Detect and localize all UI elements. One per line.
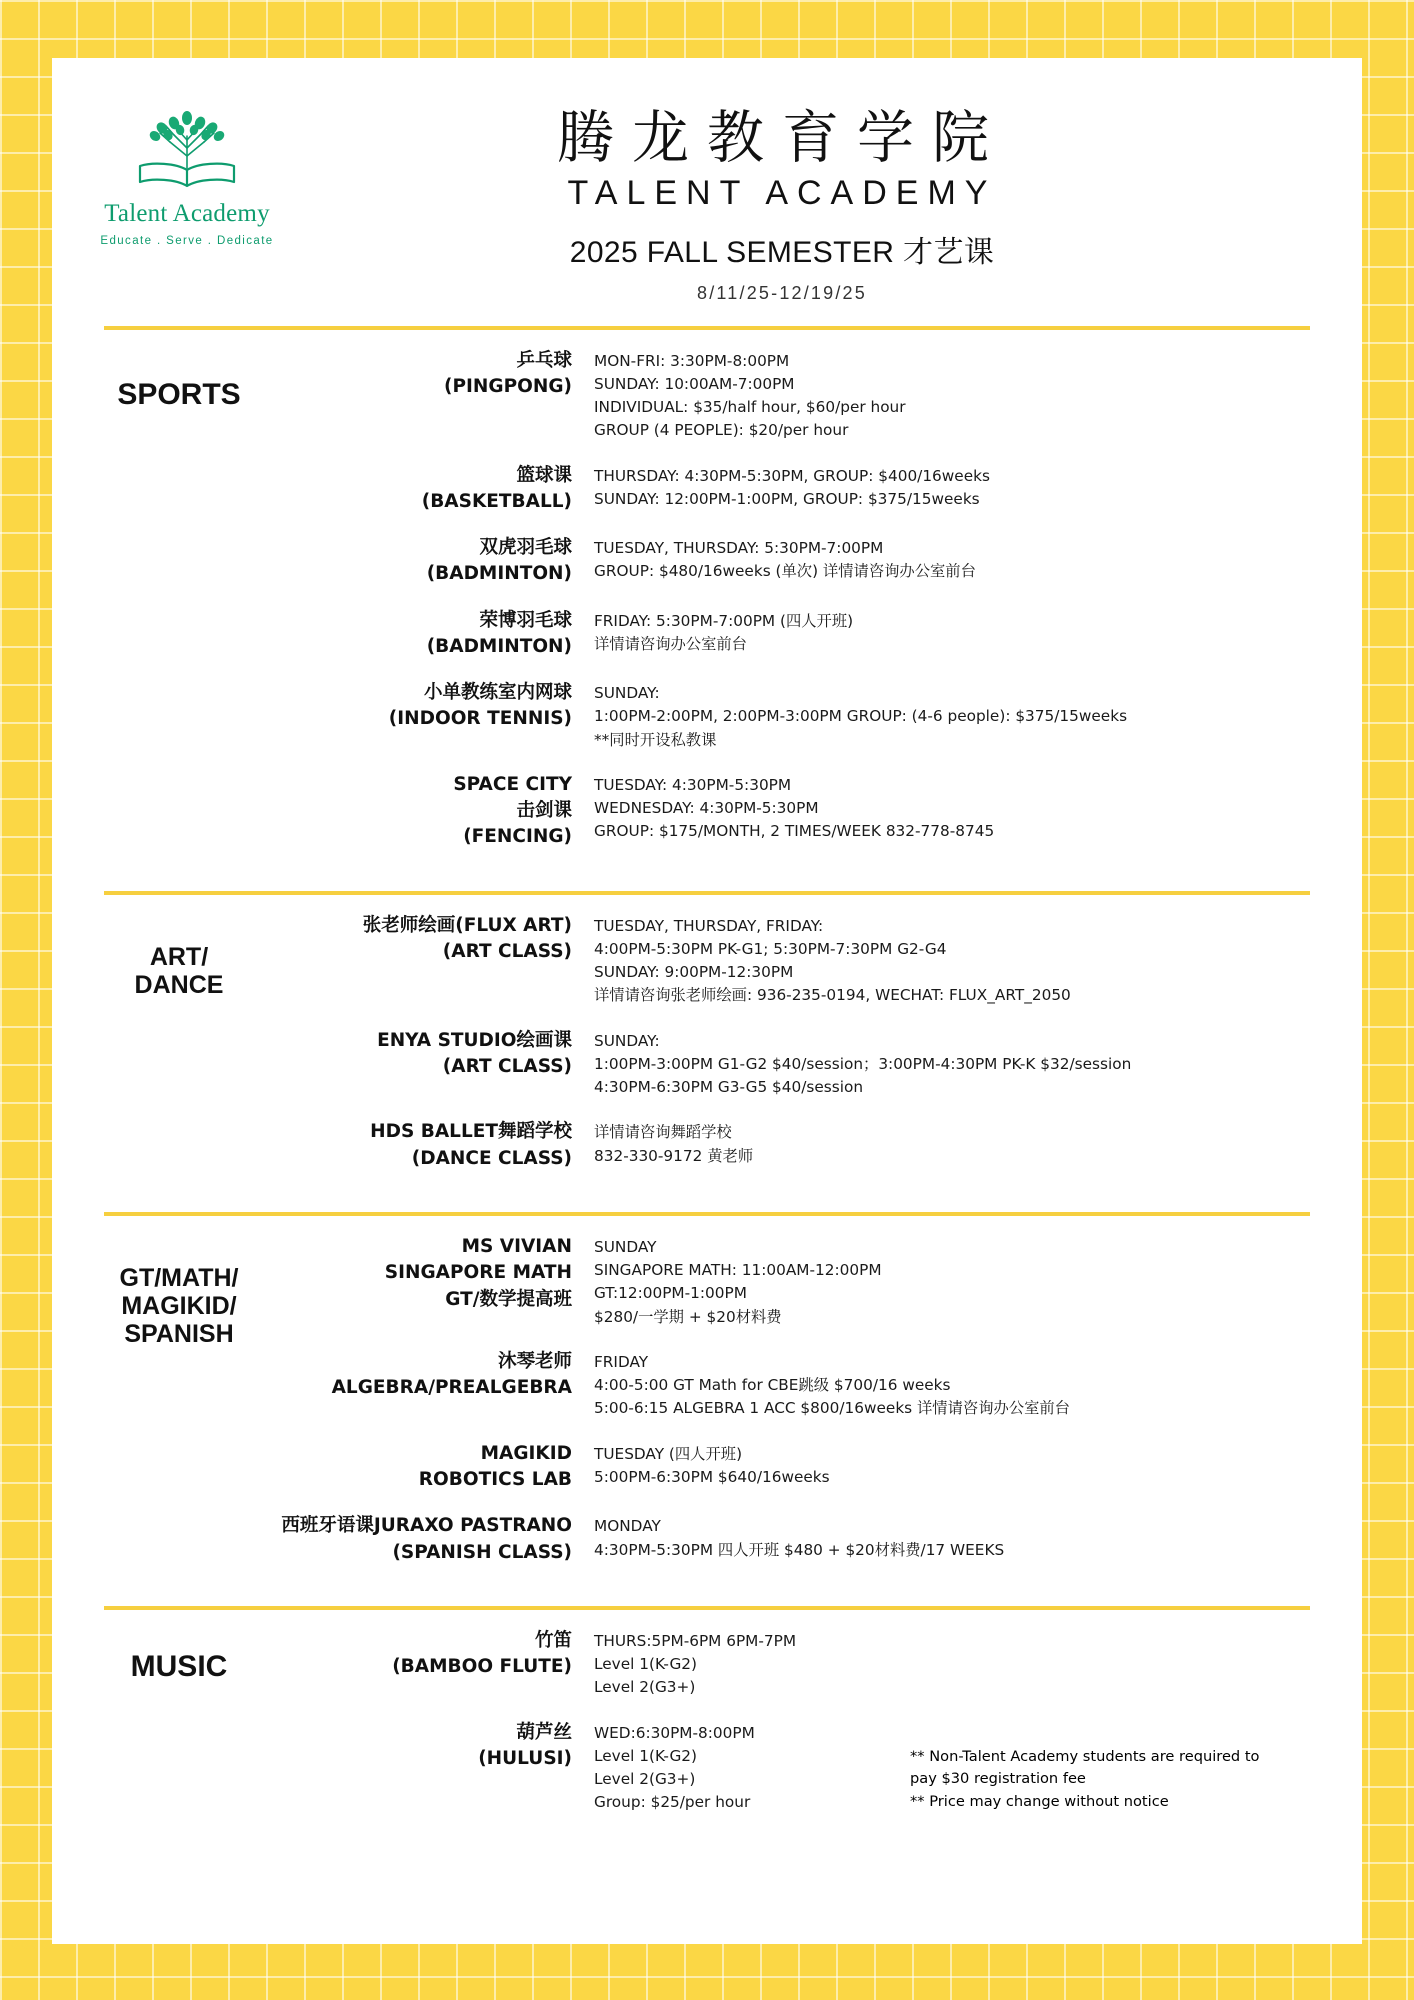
course-name-line: (BADMINTON) [426, 635, 572, 657]
course-detail-line: Level 1(K-G2) [594, 1655, 697, 1674]
course-name-line: ROBOTICS LAB [418, 1468, 572, 1490]
course-name [254, 1028, 594, 1081]
course-detail-line: TUESDAY, THURSDAY: 5:30PM-7:00PM [594, 539, 884, 558]
course-name [254, 1513, 594, 1566]
course-detail-line: 5:00-6:15 ALGEBRA 1 ACC $800/16weeks 详情请咨询办公室前台 [594, 1399, 1070, 1418]
course-detail-line: GROUP: $175/MONTH, 2 TIMES/WEEK 832-778-8745 [594, 822, 995, 841]
course-name-line: (BADMINTON) [426, 563, 572, 585]
course-name-line: 击剑课 [516, 800, 572, 822]
course-detail-line: 1:00PM-3:00PM G1-G2 $40/session；3:00PM-4:30PM PK-K $32/session [594, 1054, 1132, 1073]
course-name [254, 1720, 594, 1773]
course-row [254, 463, 1310, 516]
course-detail-line: TUESDAY, THURSDAY, FRIDAY: [594, 916, 824, 935]
course-name-line: 篮球课 [516, 464, 572, 486]
course-detail-line: FRIDAY [594, 1352, 649, 1371]
course-row [254, 1349, 1310, 1421]
course-name-line: (ART CLASS) [442, 940, 572, 962]
course-detail-line: 1:00PM-2:00PM, 2:00PM-3:00PM GROUP: (4-6 people): $375/15weeks [594, 707, 1128, 726]
course-detail-line: 4:00-5:00 GT Math for CBE跳级 $700/16 weeks [594, 1376, 951, 1395]
title-chinese: 腾龙教育学院 [557, 105, 1007, 171]
course-name [254, 1441, 594, 1494]
course-detail-line: GROUP (4 PEOPLE): $20/per hour [594, 421, 849, 440]
course-name-line: (BAMBOO FLUTE) [392, 1656, 572, 1678]
course-detail-line: Level 2(G3+) [594, 1678, 696, 1697]
course-name-line: 小单教练室内网球 [423, 682, 572, 704]
course-name-line: (BASKETBALL) [421, 490, 572, 512]
course-detail-line: TUESDAY: 4:30PM-5:30PM [594, 775, 792, 794]
course-detail-line: 832-330-9172 黄老师 [594, 1146, 754, 1165]
course-detail-line: 4:30PM-6:30PM G3-G5 $40/session [594, 1078, 864, 1097]
section-rows [254, 913, 1310, 1176]
course-row [254, 535, 1310, 588]
course-details [594, 1628, 1310, 1700]
course-detail-line: SUNDAY: 12:00PM-1:00PM, GROUP: $375/15weeks [594, 489, 980, 508]
course-name-line: (INDOOR TENNIS) [388, 708, 572, 730]
title-english: TALENT ACADEMY [567, 173, 997, 212]
course-name [254, 913, 594, 966]
course-row [254, 1513, 1310, 1566]
course-detail-line: GROUP: $480/16weeks (单次) 详情请咨询办公室前台 [594, 562, 976, 581]
course-name-line: 葫芦丝 [516, 1721, 572, 1743]
course-detail-line: THURSDAY: 4:30PM-5:30PM, GROUP: $400/16weeks [594, 466, 990, 485]
section-label-music: MUSIC [130, 1649, 228, 1683]
course-detail-line: Level 2(G3+) [594, 1770, 696, 1789]
course-row [254, 913, 1310, 1008]
course-name-line: ENYA STUDIO绘画课 [377, 1029, 572, 1051]
course-name-line: MAGIKID [480, 1442, 572, 1464]
course-name-line: (DANCE CLASS) [411, 1147, 572, 1169]
course-name-line: (HULUSI) [478, 1747, 572, 1769]
course-name [254, 680, 594, 733]
logo-block [92, 88, 282, 247]
section-gtmathmagikidspanish [52, 1216, 1362, 1584]
course-row [254, 1441, 1310, 1494]
course-name-line: SINGAPORE MATH [384, 1262, 572, 1284]
course-details [594, 1028, 1310, 1100]
course-details [594, 1349, 1310, 1421]
course-detail-line: SINGAPORE MATH: 11:00AM-12:00PM [594, 1261, 882, 1280]
course-detail-line: 5:00PM-6:30PM $640/16weeks [594, 1467, 830, 1486]
course-name-line: 西班牙语课JURAXO PASTRANO [281, 1515, 572, 1537]
course-detail-line: Group: $25/per hour [594, 1793, 751, 1812]
footnote-line: ** Price may change without notice [910, 1792, 1169, 1810]
course-detail-line: WEDNESDAY: 4:30PM-5:30PM [594, 799, 819, 818]
course-detail-line: 4:30PM-5:30PM 四人开班 $480 + $20材料费/17 WEEKS [594, 1540, 1005, 1559]
course-detail-line: MONDAY [594, 1517, 661, 1536]
course-name-line: (SPANISH CLASS) [392, 1541, 572, 1563]
course-detail-line: FRIDAY: 5:30PM-7:00PM (四人开班) [594, 611, 854, 630]
course-details [594, 463, 1310, 512]
course-name [254, 535, 594, 588]
section-sports [52, 330, 1362, 869]
course-name-line: 沐琴老师 [497, 1350, 572, 1372]
course-details [594, 535, 1310, 584]
course-detail-line: TUESDAY (四人开班) [594, 1444, 743, 1463]
course-detail-line: 详情请咨询舞蹈学校 [594, 1123, 732, 1142]
course-name [254, 1349, 594, 1402]
course-name-line: GT/数学提高班 [445, 1288, 572, 1310]
course-name [254, 772, 594, 851]
course-details [594, 680, 1310, 752]
course-details [594, 1720, 914, 1815]
course-row [254, 1234, 1310, 1329]
course-detail-line: SUNDAY: [594, 1031, 660, 1050]
course-name-line: SPACE CITY [453, 773, 572, 795]
course-details [594, 1513, 1310, 1562]
course-details [594, 348, 1310, 443]
course-name-line: (FENCING) [463, 826, 572, 848]
section-music [52, 1610, 1362, 1833]
flyer-page [52, 58, 1362, 1944]
semester-title: 2025 FALL SEMESTER 才艺课 [569, 235, 995, 269]
course-detail-line: THURS:5PM-6PM 6PM-7PM [594, 1631, 797, 1650]
course-detail-line: Level 1(K-G2) [594, 1746, 697, 1765]
course-row [254, 680, 1310, 752]
logo-tagline: Educate . Serve . Dedicate [100, 235, 274, 247]
course-name-line: 乒乓球 [516, 349, 572, 371]
header [52, 58, 1362, 304]
section-rows [254, 1234, 1310, 1570]
course-name [254, 463, 594, 516]
course-details [594, 1234, 1310, 1329]
course-details [594, 772, 1310, 844]
course-row [254, 1119, 1310, 1172]
course-details [594, 913, 1310, 1008]
course-detail-line: INDIVIDUAL: $35/half hour, $60/per hour [594, 398, 906, 417]
title-block [282, 88, 1322, 304]
course-name [254, 1119, 594, 1172]
course-detail-line: 4:00PM-5:30PM PK-G1; 5:30PM-7:30PM G2-G4 [594, 939, 947, 958]
course-name [254, 1628, 594, 1681]
course-name-line: 双虎羽毛球 [479, 537, 572, 559]
course-detail-line: SUNDAY [594, 1237, 657, 1256]
course-details [594, 1441, 1310, 1490]
course-detail-line: **同时开设私教课 [594, 730, 717, 749]
course-detail-line: WED:6:30PM-8:00PM [594, 1723, 755, 1742]
course-row [254, 1628, 1310, 1700]
course-detail-line: 详情请咨询张老师绘画: 936-235-0194, WECHAT: FLUX_ART_2050 [594, 986, 1071, 1005]
course-name-line: MS VIVIAN [461, 1235, 572, 1257]
section-label: ART/ DANCE [134, 942, 224, 999]
course-detail-line: 详情请咨询办公室前台 [594, 634, 747, 653]
course-name [254, 608, 594, 661]
course-detail-line: $280/一学期 + $20材料费 [594, 1307, 782, 1326]
course-details [594, 608, 1310, 657]
course-row [254, 348, 1310, 443]
course-name-line: (ART CLASS) [442, 1055, 572, 1077]
course-detail-line: SUNDAY: 9:00PM-12:30PM [594, 963, 794, 982]
course-name-line: (PINGPONG) [444, 375, 572, 397]
section-label: SPORTS [117, 377, 241, 411]
course-name [254, 1234, 594, 1313]
course-row [254, 772, 1310, 851]
course-detail-line: MON-FRI: 3:30PM-8:00PM [594, 351, 790, 370]
course-details [594, 1119, 1310, 1168]
course-row [254, 608, 1310, 661]
section-rows [254, 348, 1310, 855]
section-label: GT/MATH/ MAGIKID/ SPANISH [119, 1263, 239, 1348]
course-row [254, 1720, 1310, 1815]
footnote-line: ** Non-Talent Academy students are required to [910, 1747, 1260, 1765]
course-name-line: ALGEBRA/PREALGEBRA [331, 1377, 572, 1399]
course-name-line: 张老师绘画(FLUX ART) [362, 914, 572, 936]
music-rows [254, 1628, 1310, 1819]
course-name-line: HDS BALLET舞蹈学校 [370, 1121, 572, 1143]
footnote-line: pay $30 registration fee [910, 1770, 1086, 1788]
course-name-line: 荣博羽毛球 [479, 609, 572, 631]
logo-name: Talent Academy [104, 200, 270, 227]
section-artdance [52, 895, 1362, 1190]
course-row [254, 1028, 1310, 1100]
course-detail-line: SUNDAY: [594, 684, 660, 703]
course-name-line: 竹笛 [534, 1629, 572, 1651]
course-name [254, 348, 594, 401]
footnotes [910, 1746, 1310, 1814]
course-detail-line: GT:12:00PM-1:00PM [594, 1284, 747, 1303]
course-detail-line: SUNDAY: 10:00AM-7:00PM [594, 374, 795, 393]
tree-book-logo-icon [112, 102, 262, 198]
semester-dates: 8/11/25-12/19/25 [697, 282, 867, 303]
sections-host [52, 330, 1362, 1584]
